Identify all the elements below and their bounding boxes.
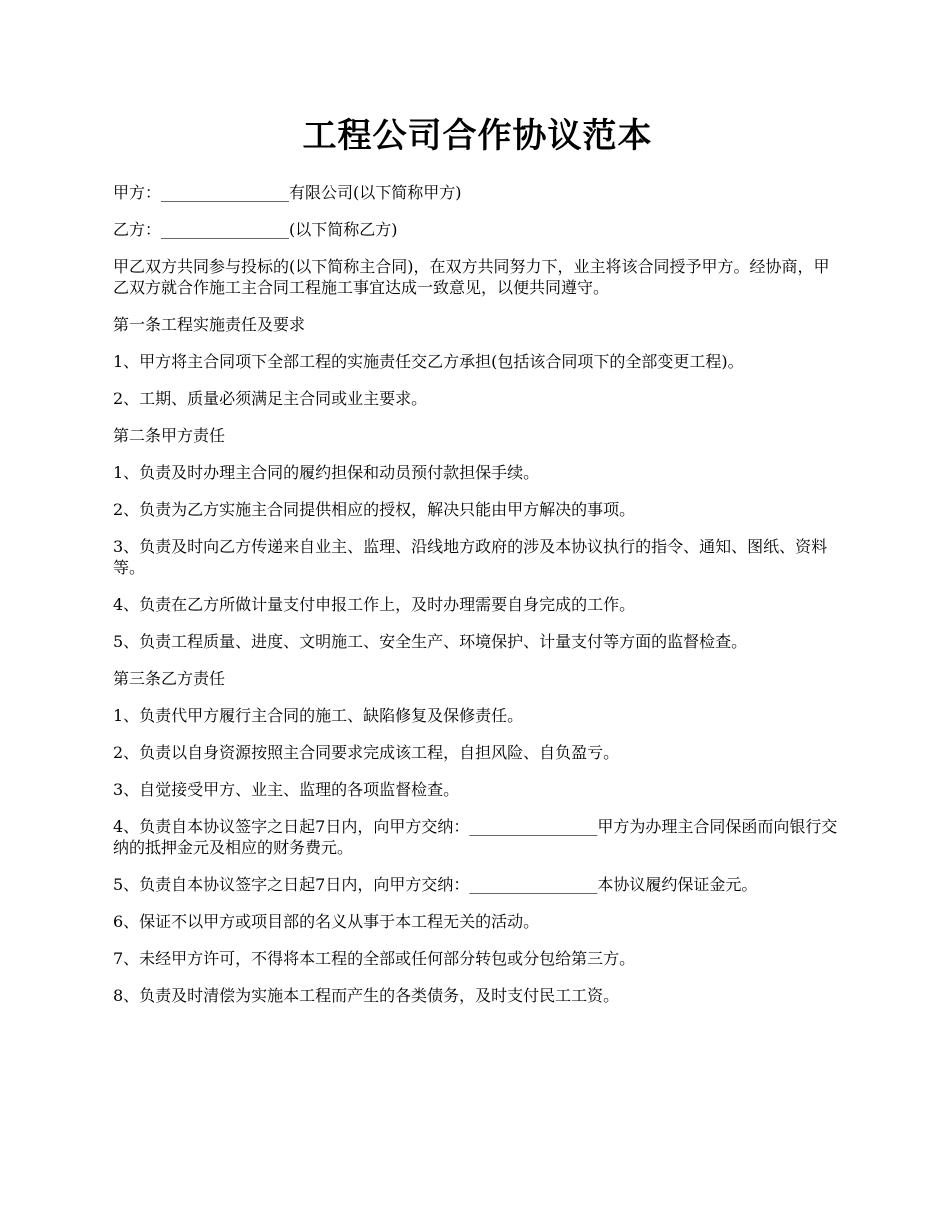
party-a-line: 甲方：________________有限公司(以下简称甲方) bbox=[113, 183, 462, 202]
preamble-paragraph: 甲乙双方共同参与投标的(以下简称主合同)，在双方共同努力下，业主将该合同授予甲方。经协商，甲乙双方就合作施工主合同工程施工事宜达成一致意见，以便共同遵守。 bbox=[113, 257, 830, 297]
article-3-clause-3: 3、自觉接受甲方、业主、监理的各项监督检查。 bbox=[113, 780, 460, 799]
party-b-line: 乙方：________________(以下简称乙方) bbox=[113, 220, 398, 239]
document-title: 工程公司合作协议范本 bbox=[302, 116, 653, 156]
article-1-clause-2: 2、工期、质量必须满足主合同或业主要求。 bbox=[113, 389, 428, 408]
article-2-clause-2: 2、负责为乙方实施主合同提供相应的授权，解决只能由甲方解决的事项。 bbox=[113, 500, 636, 519]
article-3-clause-6: 6、保证不以甲方或项目部的名义从事于本工程无关的活动。 bbox=[113, 912, 540, 931]
article-2-clause-5: 5、负责工程质量、进度、文明施工、安全生产、环境保护、计量支付等方面的监督检查。 bbox=[113, 632, 748, 651]
article-3-clause-8: 8、负责及时清偿为实施本工程而产生的各类债务，及时支付民工工资。 bbox=[113, 986, 620, 1005]
article-1-heading: 第一条工程实施责任及要求 bbox=[113, 315, 306, 334]
article-2-clause-3: 3、负责及时向乙方传递来自业主、监理、沿线地方政府的涉及本协议执行的指令、通知、图纸、资料等。 bbox=[113, 537, 828, 577]
article-2-clause-4: 4、负责在乙方所做计量支付申报工作上，及时办理需要自身完成的工作。 bbox=[113, 595, 636, 614]
article-3-clause-4: 4、负责自本协议签字之日起7日内，向甲方交纳：________________甲方为办理主合同保函而向银行交纳的抵押金元及相应的财务费元。 bbox=[113, 817, 838, 857]
article-1-clause-1: 1、甲方将主合同项下全部工程的实施责任交乙方承担(包括该合同项下的全部变更工程)。 bbox=[113, 352, 744, 371]
article-3-clause-5: 5、负责自本协议签字之日起7日内，向甲方交纳：________________本协议履约保证金元。 bbox=[113, 875, 758, 894]
article-2-clause-1: 1、负责及时办理主合同的履约担保和动员预付款担保手续。 bbox=[113, 463, 540, 482]
article-3-heading: 第三条乙方责任 bbox=[113, 669, 226, 688]
article-3-clause-1: 1、负责代甲方履行主合同的施工、缺陷修复及保修责任。 bbox=[113, 706, 524, 725]
article-3-clause-7: 7、未经甲方许可，不得将本工程的全部或任何部分转包或分包给第三方。 bbox=[113, 949, 636, 968]
article-2-heading: 第二条甲方责任 bbox=[113, 426, 226, 445]
article-3-clause-2: 2、负责以自身资源按照主合同要求完成该工程，自担风险、自负盈亏。 bbox=[113, 743, 620, 762]
